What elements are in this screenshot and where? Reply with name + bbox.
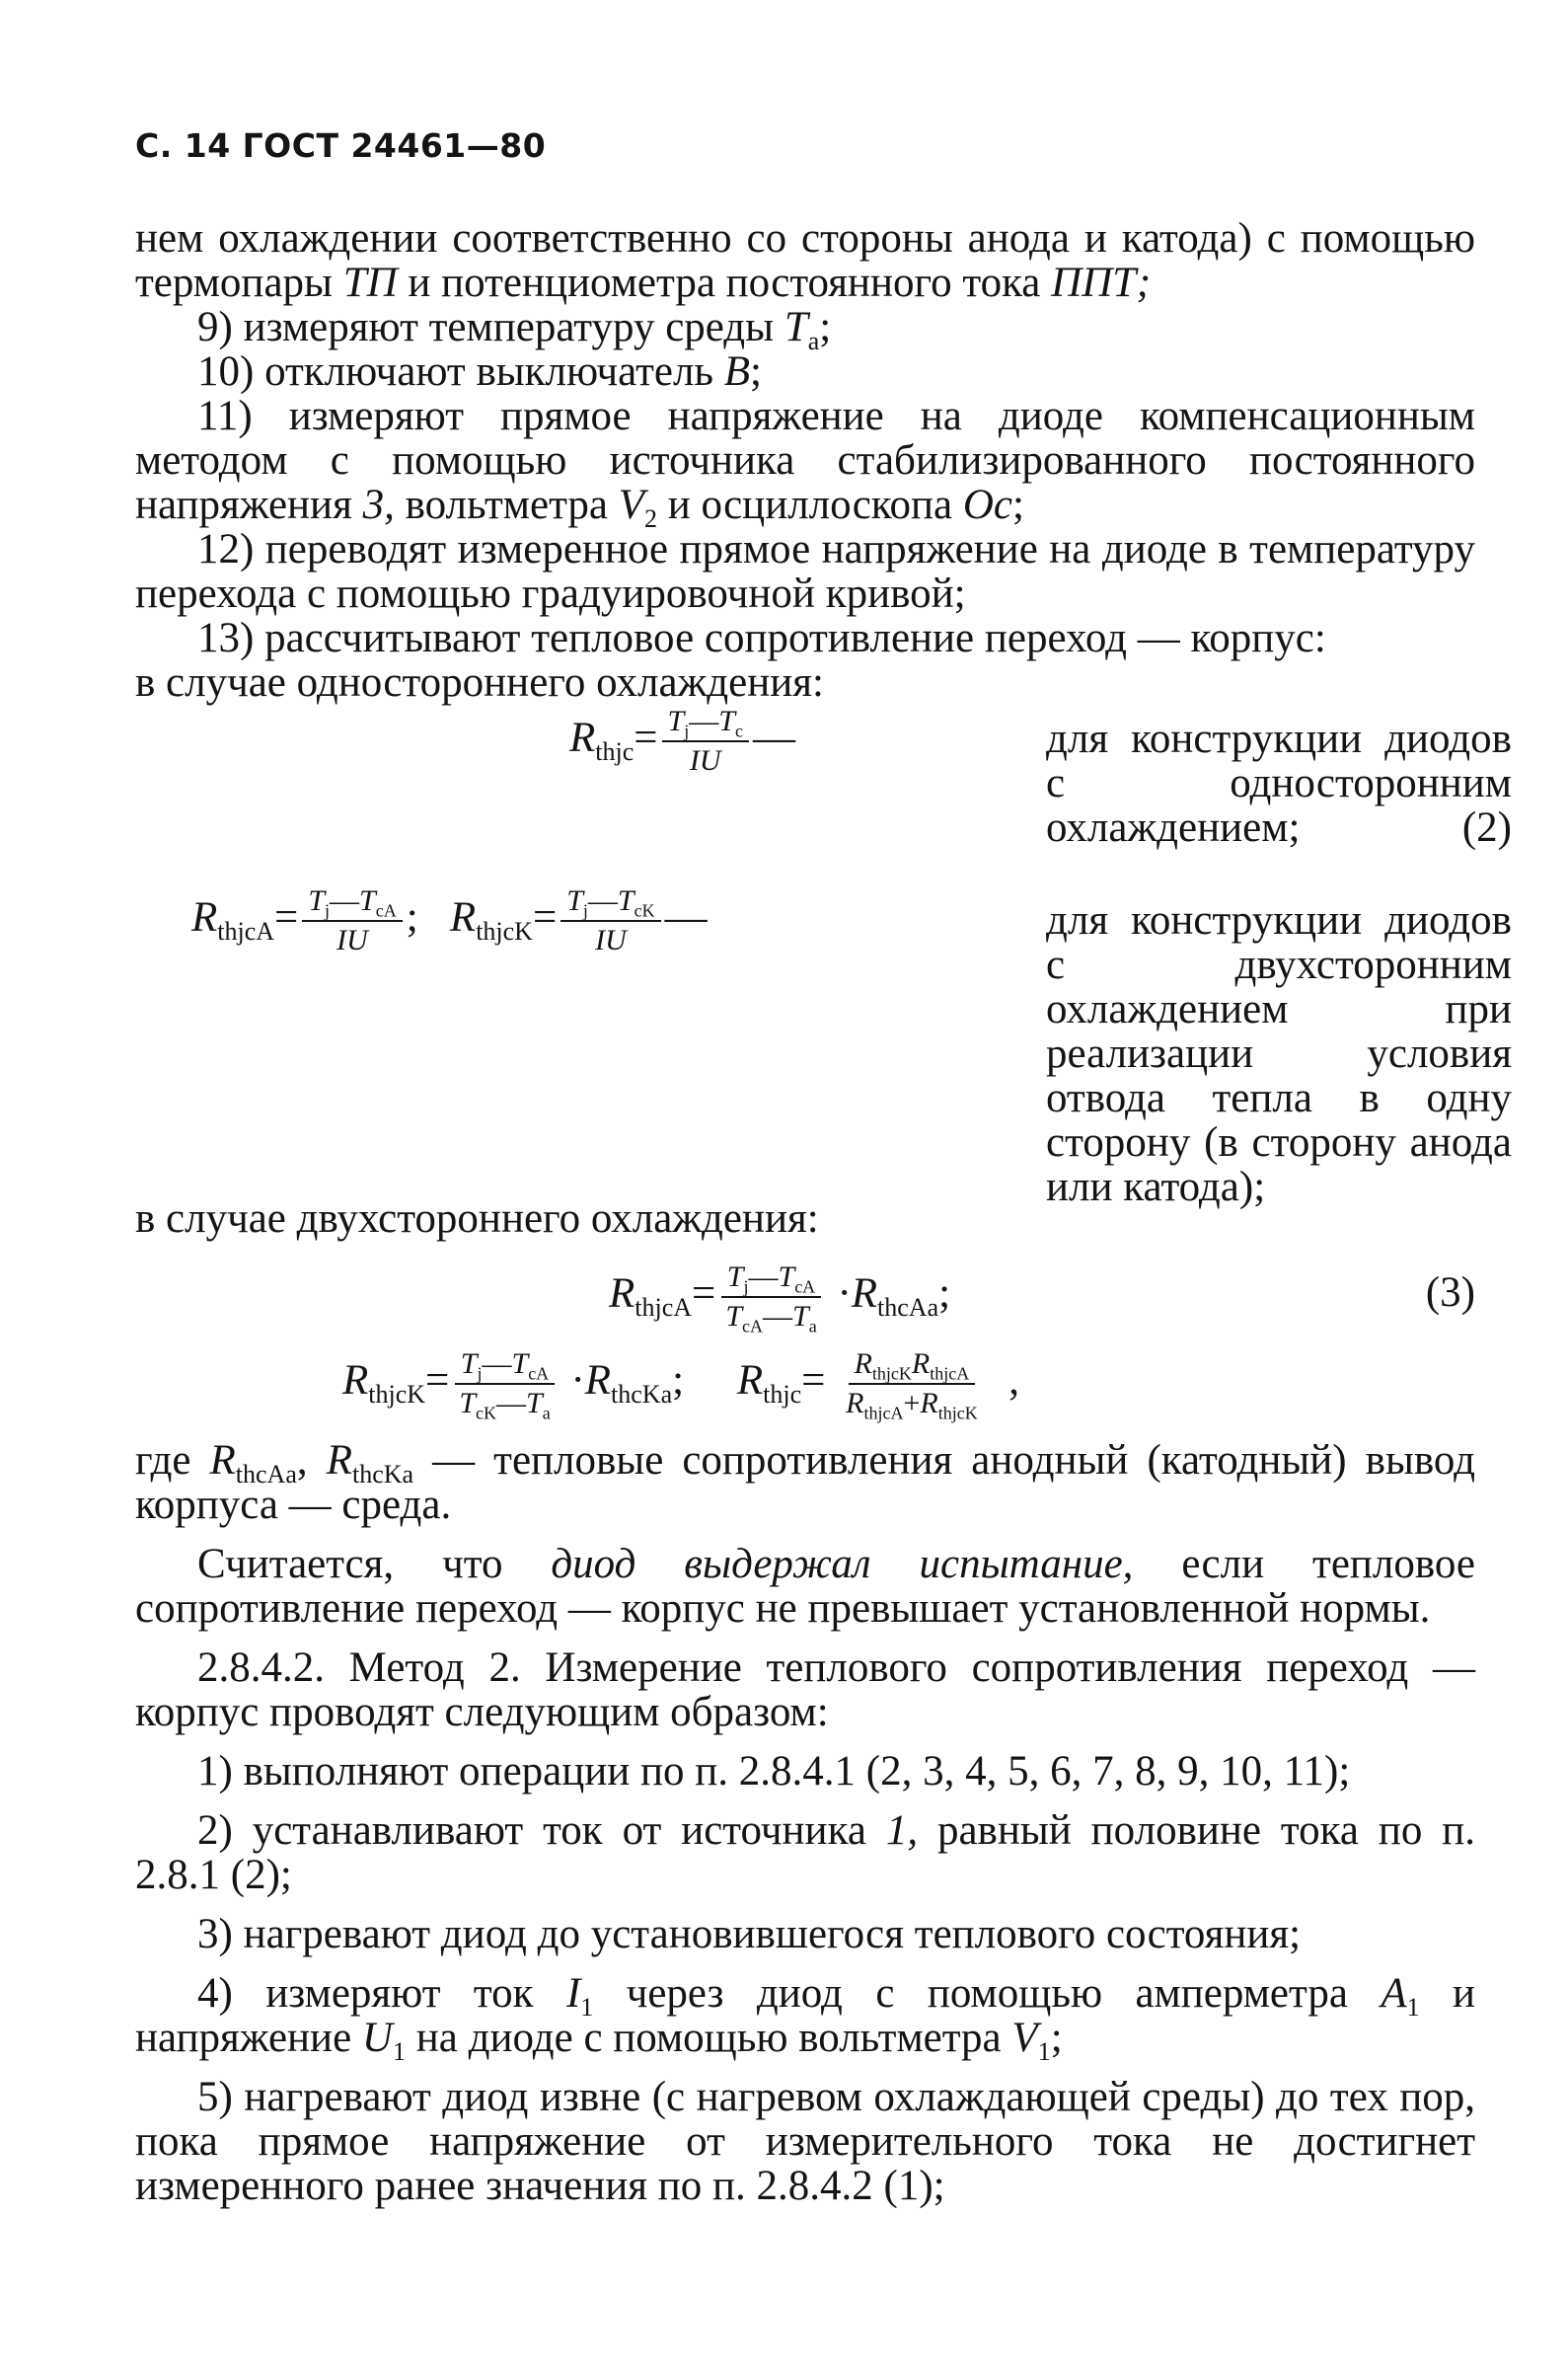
equation-number-3: (3) [1425,1269,1475,1316]
where-paragraph: где $R_{thcAa}$, $R_{thcKa}$ — тепловые сопротивления анодный (катодный) вывод корпуса — среда. [135,1437,1475,1528]
fraction: $\frac{T_j—T_{cA}}{T_{cA}—T_a}$ [719,1260,822,1334]
equation-number-2: (2) [1461,804,1512,851]
method-2-step-5: 5) нагревают диод извне (с нагревом охлаждающей среды) до тех пор, пока прямое напряжение от измерительного тока не достигнет измеренного ранее значения по п. 2.8.4.2 (1); [135,2074,1475,2209]
fraction: $\frac{R_{thjcK}R_{thjcA}}{R_{thjcA}+R_{thjcK}}$ [846,1347,978,1423]
fraction: $\frac{T_j—T_c}{IU}$ [662,705,749,778]
formula-block-3 [135,1241,1475,1428]
formula-2-note: для конструкции диодов с односторонним охлаждением; (2) [1046,716,1512,851]
method-2-step-3: 3) нагревают диод до установившегося теплового состояния; [197,1911,1302,1957]
formula-rthjcA-rthjcK: $R_{thjcA}=$ $\frac{T_j—T_{cA}}{IU}$ ; $R_{thjcK}=$ $\frac{T_j—T_{cK}}{IU}$ — [191,884,708,956]
formula-rthjcK-rthjc: $R_{thjcK}=$ $\frac{T_j—T_{cA}}{T_{cK}—T_a}$ $\cdot R_{thcKa}$; $R_{thjc}=$ $\frac{R_{thjcK}R_{thjcA}}{R_{thjcA}+R_{thjcK}}$ , [342,1347,1019,1423]
two-side-caption: в случае двухстороннего охлаждения: [135,1195,819,1242]
formula-2b-note: для конструкции диодов с двухсторонним охлаждением при реализации условия отвода тепла в одну сторону (в сторону анода или катода); [1046,897,1512,1210]
step-12: 12) переводят измеренное прямое напряжение на диоде в температуру перехода с помощью градуировочной кривой; [135,526,1475,617]
step-13: 13) рассчитывают тепловое сопротивление переход — корпус: [197,615,1326,661]
method-2-heading: 2.8.4.2. Метод 2. Измерение теплового сопротивления переход — корпус проводят следующим образом: [135,1644,1475,1735]
method-2-step-4: 4) измеряют ток $I_1$ через диод с помощью амперметра $A_1$ и напряжение $U_1$ на диоде с помощью вольтметра $V_1$; [135,1970,1476,2067]
fraction: $\frac{T_j—T_{cA}}{IU}$ [302,884,402,957]
formula-rthjcA-two-side: $R_{thjcA}=$ $\frac{T_j—T_{cA}}{T_{cA}—T_a}$ $\cdot R_{thcAa}$; [609,1260,951,1337]
page-header: С. 14 ГОСТ 24461—80 [135,126,547,165]
fraction: $\frac{T_j—T_{cK}}{IU}$ [560,884,660,957]
step-9: 9) измеряют температуру среды $T_a$; [197,304,832,356]
method-2-step-2: 2) устанавливают ток от источника 1, равный половине тока по п. 2.8.1 (2); [135,1807,1476,1898]
step-11: 11) измеряют прямое напряжение на диоде компенсационным методом с помощью источника стабилизированного постоянного напряжения 3, вольтметра $V_2$ и осциллоскопа Oc; [135,393,1475,534]
step-10: 10) отключают выключатель B; [197,348,762,395]
one-side-caption: в случае одностороннего охлаждения: [135,659,824,706]
formula-block-2 [135,705,1512,1210]
method-2-step-1: 1) выполняют операции по п. 2.8.4.1 (2, 3, 4, 5, 6, 7, 8, 9, 10, 11); [197,1748,1351,1795]
pass-criterion: Считается, что диод выдержал испытание, если тепловое сопротивление переход — корпус не превышает установленной нормы. [135,1541,1475,1632]
fraction: $\frac{T_j—T_{cA}}{T_{cK}—T_a}$ [453,1347,556,1420]
formula-rthjc: $R_{thjc}=$ $\frac{T_j—T_c}{IU}$ — [569,705,795,777]
continued-paragraph: нем охлаждении соответственно со стороны анода и катода) с помощью термопары ТП и потенциометра постоянного тока ППТ; [135,215,1475,306]
